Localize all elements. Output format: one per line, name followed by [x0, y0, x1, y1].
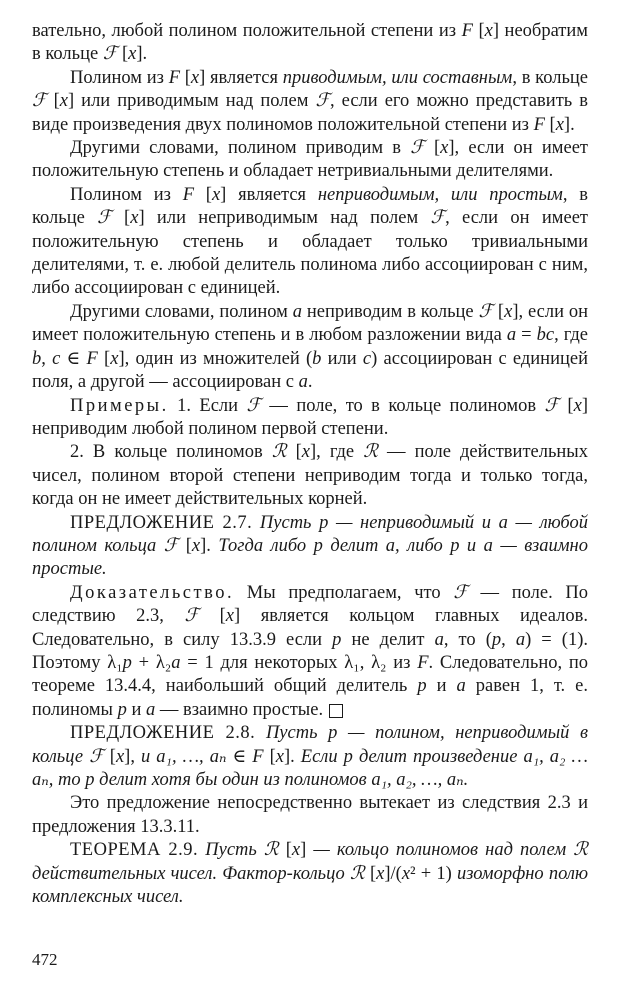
text-run: c: [52, 348, 61, 369]
text-run: [: [111, 208, 131, 229]
text-run: приводимым, или составным: [282, 67, 513, 88]
text-run: Доказательство.: [70, 582, 235, 603]
text-run: b: [312, 348, 322, 369]
text-run: p: [417, 676, 427, 697]
text-run: a: [171, 652, 181, 673]
text-run: ℛ: [363, 442, 378, 463]
text-run: и: [426, 676, 457, 697]
text-run: ℱ: [246, 395, 262, 416]
text-run: ] является: [199, 67, 283, 88]
text-run: ,: [501, 629, 516, 650]
text-run: ], где: [310, 442, 364, 463]
text-run: a: [292, 301, 302, 322]
text-run: ПРЕДЛОЖЕНИЕ 2.8.: [70, 723, 256, 744]
text-run: F: [252, 746, 264, 767]
text-run: Примеры.: [70, 395, 169, 416]
text-run: [: [180, 67, 191, 88]
text-run: , где: [554, 325, 588, 346]
text-run: bc: [536, 325, 555, 346]
text-run: F: [168, 67, 181, 88]
text-run: ПРЕДЛОЖЕНИЕ 2.7.: [70, 512, 253, 533]
text-run: p: [122, 652, 132, 673]
text-run: ], если он имеет положительную степень и обладает нетривиальными делителями.: [32, 138, 588, 182]
text-run: a: [434, 629, 444, 650]
text-run: ], если он имеет положительную степень и в любом разложении вида: [32, 301, 588, 346]
text-run: [255, 723, 266, 743]
text-run: Пусть: [205, 840, 264, 861]
paragraph: [32, 184, 588, 301]
text-run: вательно, любой полином положительной степени из: [32, 21, 462, 41]
text-run: Пусть p — неприводимый и a — любой полином кольца: [32, 512, 588, 556]
text-run: ],: [124, 746, 141, 767]
text-run: ∈: [60, 348, 87, 369]
text-run: [: [364, 863, 377, 884]
text-run: неприводим в кольце: [301, 301, 479, 322]
text-run: ² + 1): [410, 863, 458, 884]
text-run: , то (: [443, 629, 492, 650]
text-run: — поле, то в кольце полиномов: [261, 395, 545, 416]
text-run: x: [211, 184, 221, 205]
text-run: x: [128, 44, 137, 65]
text-run: a: [506, 325, 517, 346]
text-run: [252, 513, 260, 533]
text-run: ℱ: [478, 301, 494, 322]
text-run: Полином из: [70, 67, 169, 88]
text-run: ТЕОРЕМА 2.9.: [70, 840, 199, 861]
text-run: Мы предполагаем, что: [234, 582, 454, 603]
text-run: Если p делит произведение a₁, a₂ … aₙ, то p делит хотя бы один из полиномов a₁, a₂, …, aₙ.: [32, 746, 588, 790]
text-run: неприводимым, или простым: [317, 184, 563, 205]
text-run: a: [515, 629, 526, 650]
text-run: x: [401, 863, 411, 884]
text-run: ℛ: [271, 442, 287, 463]
paragraph: [32, 582, 588, 722]
text-run: [: [97, 348, 111, 369]
text-run: ℱ: [184, 606, 200, 627]
text-run: равен 1, т. е. полиномы: [32, 676, 588, 720]
text-run: x: [225, 606, 234, 627]
page-body-text: [32, 20, 588, 909]
text-run: [: [493, 301, 505, 322]
text-run: [: [46, 91, 60, 112]
text-run: F: [86, 348, 98, 369]
text-run: x: [376, 863, 385, 884]
text-run: ] необратим в кольце: [32, 21, 588, 65]
text-run: ℱ: [89, 746, 104, 767]
text-run: . Следовательно, по теореме 13.4.4, наибольший общий делитель: [32, 652, 588, 697]
paragraph: [32, 395, 588, 442]
text-run: Другими словами, полином: [70, 301, 293, 322]
text-run: .: [307, 372, 313, 393]
text-run: не делит: [341, 629, 435, 650]
text-run: [: [278, 840, 292, 861]
text-run: , в кольце: [512, 67, 588, 88]
text-run: p: [117, 699, 127, 720]
text-run: ∈: [226, 746, 253, 767]
text-run: c: [362, 348, 372, 369]
text-run: ]: [300, 840, 314, 861]
text-run: a: [146, 699, 156, 720]
text-run: x: [59, 91, 68, 112]
text-run: ] является кольцом главных идеалов. Следовательно, в силу 13.3.9 если: [32, 606, 588, 650]
text-run: x: [301, 442, 311, 463]
text-run: ] или неприводимым над полем: [138, 208, 431, 229]
text-run: [: [263, 746, 276, 767]
text-run: [: [117, 44, 129, 65]
text-run: ) = (1). Поэтому λ₁: [32, 629, 589, 673]
text-run: x: [573, 395, 582, 416]
text-run: x: [484, 21, 493, 41]
text-run: F: [461, 21, 473, 41]
text-run: ℱ: [102, 44, 118, 65]
text-run: ℱ: [544, 395, 560, 416]
text-run: Это предложение непосредственно вытекает из следствия 2.3 и предложения 13.3.11.: [32, 793, 588, 837]
text-run: F: [533, 114, 545, 135]
paragraph: [32, 792, 588, 839]
text-run: b: [32, 348, 42, 369]
text-run: [: [103, 746, 116, 767]
text-run: [: [544, 114, 556, 135]
text-run: [: [178, 535, 192, 556]
text-run: [: [472, 21, 485, 41]
text-run: , в кольце: [32, 184, 588, 229]
text-run: ].: [283, 746, 301, 767]
text-run: и: [126, 699, 147, 720]
text-run: + λ₂: [131, 652, 172, 673]
text-run: ] неприводим любой полином первой степени.: [32, 395, 588, 439]
text-run: p: [332, 629, 342, 650]
text-run: ℱ: [97, 208, 112, 229]
text-run: ℱ: [163, 535, 179, 556]
text-run: ℱ: [453, 582, 468, 603]
text-run: ].: [200, 535, 219, 556]
text-run: x: [190, 67, 200, 88]
text-run: ℱ: [410, 138, 425, 159]
text-run: F: [417, 652, 429, 673]
text-run: , если он имеет положительную степень и обладает только тривиальными делителями, т. е. любой делитель полинома либо ассоциирован с ним, либо ассоциирован с единицей.: [32, 208, 588, 299]
text-run: a: [456, 676, 466, 697]
text-run: ,: [41, 348, 53, 369]
text-run: x: [191, 535, 201, 556]
text-run: 2. В кольце полиномов: [70, 442, 272, 463]
text-run: x: [291, 840, 301, 861]
text-run: ]/(: [384, 863, 402, 884]
text-run: [: [199, 606, 226, 627]
text-run: a: [298, 372, 308, 393]
paragraph: [32, 441, 588, 511]
text-run: x: [555, 114, 564, 135]
paragraph: [32, 839, 588, 909]
text-run: ) ассоциирован с единицей поля, а другой — ассоциирован с: [32, 348, 588, 393]
text-run: x: [115, 746, 125, 767]
paragraph: [32, 301, 588, 395]
text-run: = 1 для некоторых λ₁, λ₂ из: [180, 652, 418, 673]
text-run: =: [516, 325, 537, 346]
text-run: ].: [563, 114, 575, 135]
text-run: ], один из множителей (: [118, 348, 313, 369]
paragraph: [32, 512, 588, 582]
text-run: ℱ: [315, 91, 330, 112]
text-run: ℛ: [263, 840, 279, 861]
text-run: x: [130, 208, 139, 229]
text-run: — взаимно простые.: [155, 699, 324, 720]
paragraph: [32, 722, 588, 792]
text-run: ℱ: [32, 91, 47, 112]
text-run: x: [440, 138, 449, 159]
text-run: ] или приводимым над полем: [67, 91, 316, 112]
text-run: [: [424, 138, 441, 159]
text-run: [: [286, 442, 302, 463]
qed-square-icon: [329, 704, 343, 718]
text-run: Другими словами, полином приводим в: [70, 138, 411, 159]
text-run: ].: [136, 44, 148, 65]
text-run: 1. Если: [168, 395, 247, 416]
text-run: x: [504, 301, 513, 322]
text-run: ] является: [220, 184, 318, 205]
text-run: Тогда либо p делит a, либо p и a — взаимно простые.: [32, 535, 588, 580]
text-run: ℱ: [430, 208, 446, 229]
page-number: 472: [32, 950, 58, 969]
paragraph: [32, 20, 588, 67]
text-run: x: [110, 348, 119, 369]
text-run: — поле действительных чисел, полином второй степени неприводим тогда и только тогда, когда он не имеет действительных корней.: [32, 442, 588, 510]
paragraph: [32, 137, 588, 184]
text-run: [: [559, 395, 574, 416]
text-run: , если его можно представить в виде произведения двух полиномов положительной степени из: [32, 91, 588, 135]
text-run: p: [491, 629, 502, 650]
text-run: изоморфно полю комплексных чисел.: [32, 863, 588, 908]
text-run: или: [321, 348, 363, 369]
text-run: — кольцо полиномов над полем ℛ действительных чисел. Фактор-кольцо ℛ: [32, 840, 588, 884]
text-run: [: [194, 184, 212, 205]
text-run: — поле. По следствию 2.3,: [32, 582, 588, 627]
text-run: F: [182, 184, 195, 205]
paragraph: [32, 67, 588, 137]
text-run: Пусть p — полином, неприводимый в кольце: [32, 723, 589, 767]
text-run: Полином из: [70, 184, 183, 205]
text-run: и a₁, …, aₙ: [140, 746, 227, 767]
text-run: x: [275, 746, 284, 767]
